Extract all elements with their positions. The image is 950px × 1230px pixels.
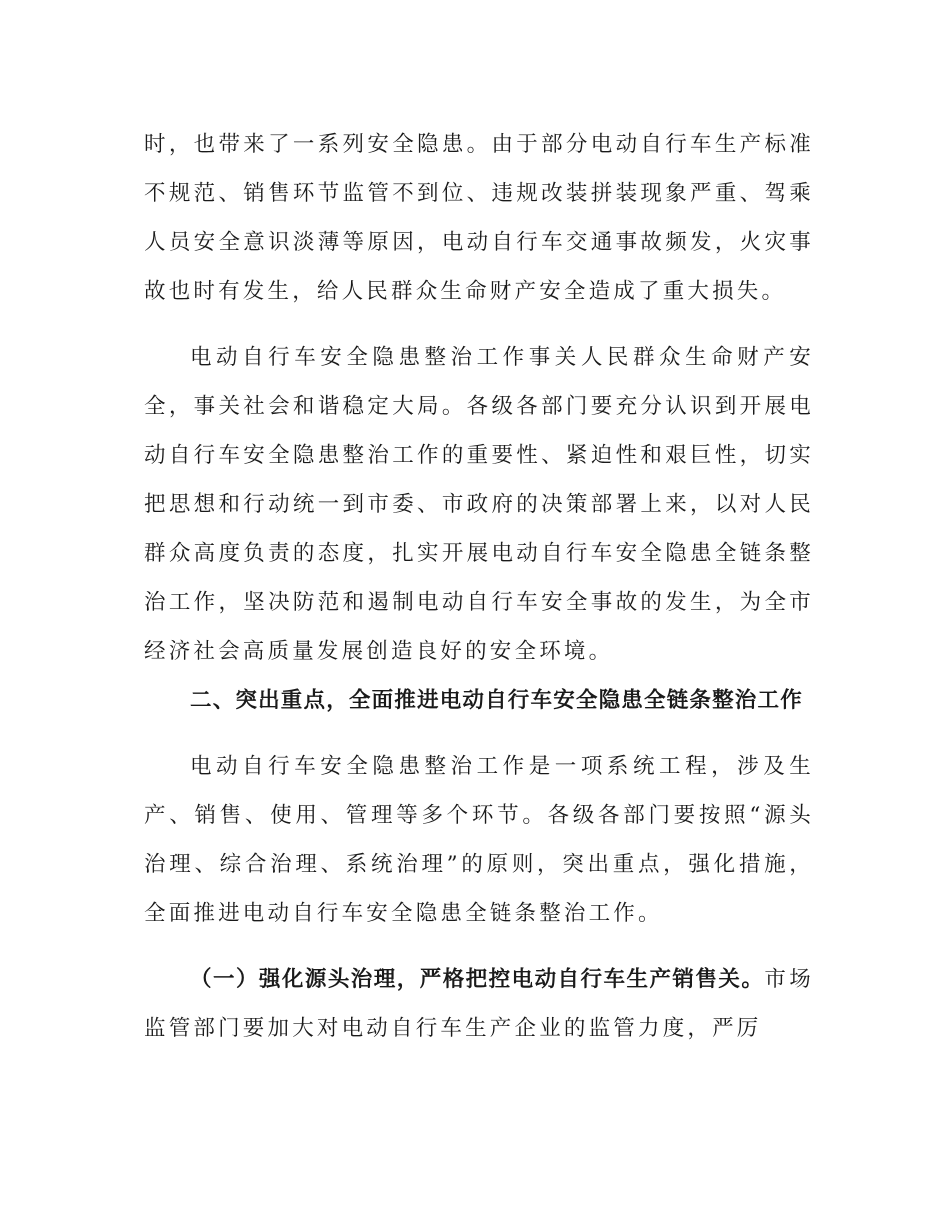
paragraph-system-project: 电动自行车安全隐患整治工作是一项系统工程，涉及生产、销售、使用、管理等多个环节。各级各部门要按照“源头治理、综合治理、系统治理”的原则，突出重点，强化措施，全面推进电动自行车安全隐患全链条整治工作。 xyxy=(144,754,814,926)
paragraph-importance: 电动自行车安全隐患整治工作事关人民群众生命财产安全，事关社会和谐稳定大局。各级各部门要充分认识到开展电动自行车安全隐患整治工作的重要性、紧迫性和艰巨性，切实把思想和行动统一到市委、市政府的决策部署上来，以对人民群众高度负责的态度，扎实开展电动自行车安全隐患全链条整治工作，坚决防范和遏制电动自行车安全事故的发生，为全市经济社会高质量发展创造良好的安全环境。 xyxy=(144,345,814,664)
paragraph-source-governance xyxy=(144,955,814,1053)
subsection-text-1: 市场监管部门要加大对电动自行车生产企业的监管力度，严厉 xyxy=(144,967,814,1041)
paragraph-continuation: 时，也带来了一系列安全隐患。由于部分电动自行车生产标准不规范、销售环节监管不到位、违规改装拼装现象严重、驾乘人员安全意识淡薄等原因，电动自行车交通事故频发，火灾事故也时有发生，给人民群众生命财产安全造成了重大损失。 xyxy=(144,132,814,304)
document-page xyxy=(144,120,814,1053)
section-heading-2: 二、突出重点，全面推进电动自行车安全隐患全链条整治工作 xyxy=(190,688,803,713)
subsection-title-1: （一）强化源头治理，严格把控电动自行车生产销售关。 xyxy=(190,967,765,992)
